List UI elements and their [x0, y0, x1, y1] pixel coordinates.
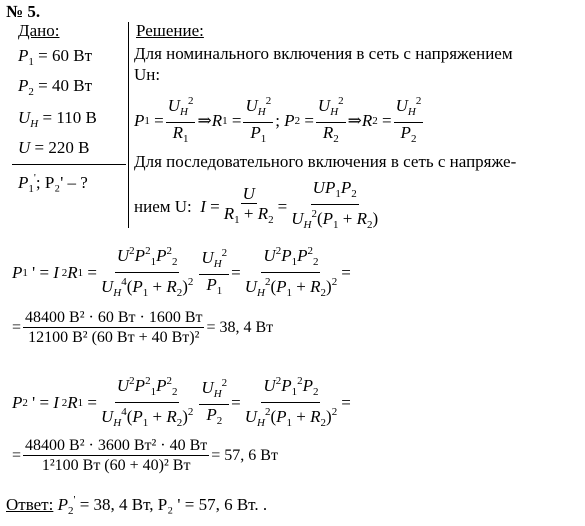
given-u-value: 220 В: [48, 138, 90, 157]
given-p1: $P_1 = 60$ Вт: [18, 46, 93, 68]
calc2-denominator: 1²100 Вт (60 + 40)² Вт: [41, 457, 191, 474]
calc-p2-prime: = $\frac{\text{48400 В² · 3600 Вт² · 40 Вт}}{\text{1²100 Вт (60 + 40)² Вт}}$ = 57, 6 Вт: [12, 437, 278, 474]
given-find-text: ; P₂' – ?: [35, 173, 88, 192]
answer-text: = 38, 4 Вт, P₂ ' = 57, 6 Вт. .: [79, 495, 268, 514]
given-uh-value: 110 В: [56, 108, 97, 127]
given-p2-value: 40 Вт: [51, 76, 93, 95]
calc1-result: = 38, 4 Вт: [206, 318, 274, 336]
answer-label: Ответ:: [6, 495, 54, 514]
given-solution-separator: [128, 22, 129, 228]
solution-line1: Для номинального включения в сеть с напряжением: [134, 44, 513, 63]
solution-line2: Uн:: [134, 65, 161, 84]
given-divider: [12, 164, 126, 165]
given-u: U = 220 В: [18, 138, 90, 157]
solution-line4-prefix: нием U:: [134, 196, 192, 216]
calc1-numerator: 48400 В² · 60 Вт · 1600 Вт: [25, 309, 203, 326]
formula-nominal: P 1 = $\frac{U_H^2}{R_1}$ ⇒ R 1 = $\frac{U_H^2}{P_1}$ ; P 2 = $\frac{U_H^2}{R_2}$ ⇒ R 2 = $\frac{U_H^2}{P_2}$: [134, 92, 425, 149]
solution-title: Решение:: [136, 21, 204, 40]
given-uh: $U_H = 110$ В: [18, 108, 97, 130]
solution-line3: Для последовательного включения в сеть с напряже-: [134, 152, 517, 171]
calc2-result: = 57, 6 Вт: [211, 446, 278, 464]
answer-line: Ответ: $P_2' = 38$, 4 Вт, P₂ ' = 57, 6 Вт. .: [6, 494, 268, 517]
given-find: $P_1'$; P₂' – ?: [18, 172, 88, 195]
formula-p1-prime: P 1 ' = I 2 R 1 = $\frac{U^2P^2_1P^2_2}{U_H^4(P_1 + R_2)^2}$ $\frac{U_H^2}{P_1}$ = $\frac{U^2P_1P^2_2}{U_H^2(P_1 + R_2)^2}$ =: [12, 242, 351, 303]
given-p1-value: 60 Вт: [51, 46, 93, 65]
given-title: Дано:: [18, 21, 60, 40]
formula-current: нием U: I = $\frac{U}{R_1 + R_2}$ = $\frac{UP_1P_2}{U_H^2(P_1 + R_2)}$: [134, 178, 379, 231]
calc-p1-prime: = $\frac{\text{48400 В² · 60 Вт · 1600 Вт}}{\text{12100 В² (60 Вт + 40 Вт)²}}$ = 38, 4 Вт: [12, 309, 274, 346]
formula-p2-prime: P 2 ' = I 2 R 1 = $\frac{U^2P^2_1P^2_2}{U_H^4(P_1 + R_2)^2}$ $\frac{U_H^2}{P_2}$ = $\frac{U^2P_1^2P_2}{U_H^2(P_1 + R_2)^2}$ =: [12, 372, 351, 433]
calc2-numerator: 48400 В² · 3600 Вт² · 40 Вт: [25, 437, 208, 454]
problem-number: № 5.: [6, 2, 41, 21]
calc1-denominator: 12100 В² (60 Вт + 40 Вт)²: [28, 329, 200, 346]
given-p2: $P_2 = 40$ Вт: [18, 76, 93, 98]
